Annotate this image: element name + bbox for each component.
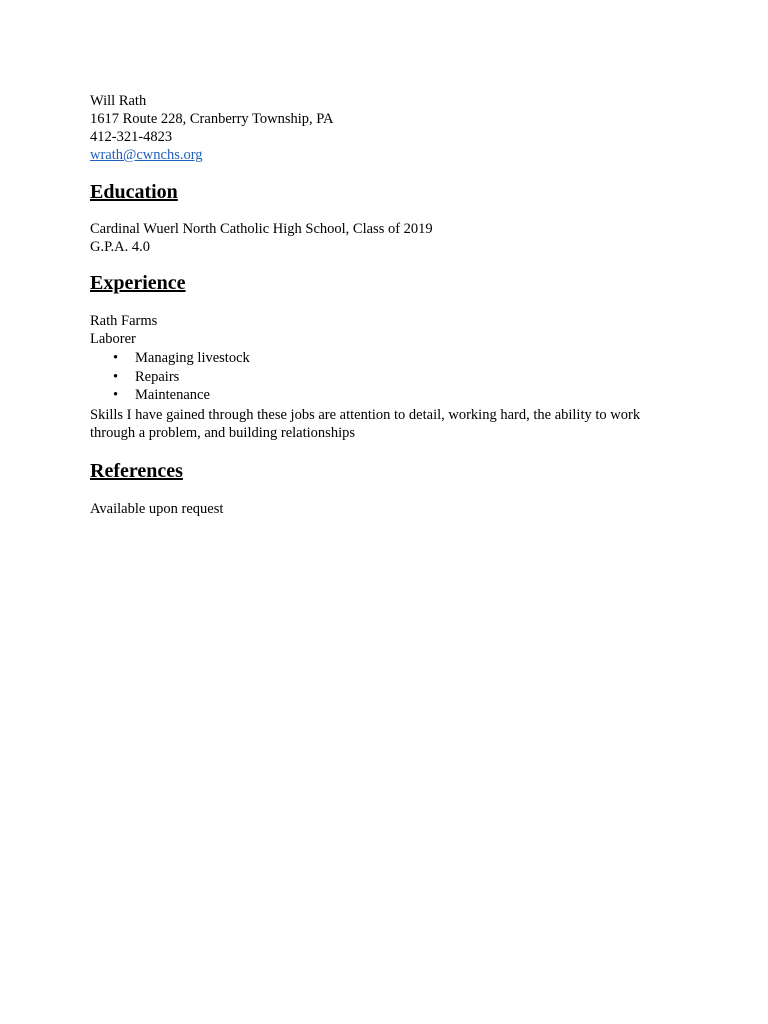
list-item: [90, 349, 690, 368]
duty-text: Managing livestock: [135, 350, 250, 366]
education-heading: Education: [90, 181, 178, 203]
skills-paragraph: Skills I have gained through these jobs are attention to detail, working hard, the ability to work through a problem, and building relationships: [90, 406, 641, 441]
duties-list: [90, 349, 690, 405]
bullet-icon: •: [113, 368, 119, 385]
experience-employer: Rath Farms: [90, 313, 158, 329]
contact-address: 1617 Route 228, Cranberry Township, PA: [90, 111, 334, 127]
contact-name: Will Rath: [90, 93, 147, 109]
references-heading: References: [90, 459, 183, 482]
contact-block: [90, 92, 690, 164]
resume-document: [90, 92, 690, 518]
bullet-icon: •: [113, 387, 119, 403]
experience-role: Laborer: [90, 331, 136, 347]
duty-text: Maintenance: [135, 387, 210, 403]
contact-email-link[interactable]: wrath@cwnchs.org: [90, 147, 203, 163]
contact-phone: 412-321-4823: [90, 129, 173, 145]
references-section: [90, 500, 690, 518]
experience-section: [90, 312, 690, 442]
list-item: [90, 386, 690, 405]
education-school: Cardinal Wuerl North Catholic High School, Class of 2019: [90, 221, 433, 237]
education-gpa: G.P.A. 4.0: [90, 239, 151, 255]
bullet-icon: •: [113, 350, 119, 366]
experience-heading: Experience: [90, 272, 186, 294]
references-text: Available upon request: [90, 500, 224, 517]
education-section: [90, 220, 690, 256]
list-item: [90, 368, 690, 387]
duty-text: Repairs: [135, 368, 180, 385]
